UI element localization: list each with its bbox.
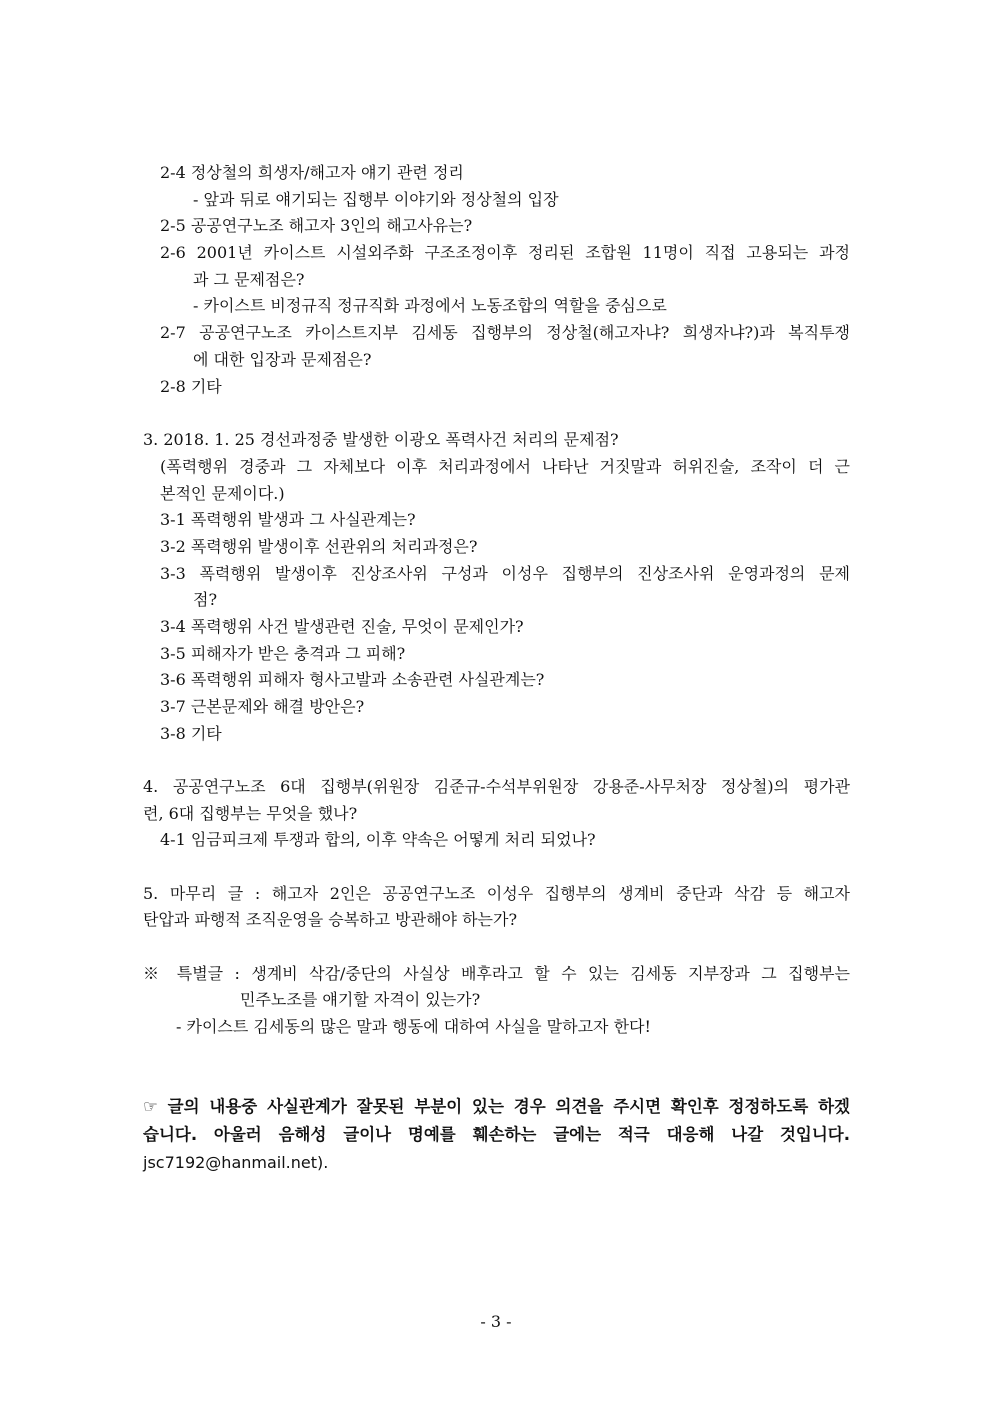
section-3-note-line2: 본적인 문제이다.) [160,484,285,503]
item-3-3-line1: 3-3 폭력행위 발생이후 진상조사위 구성과 이성우 집행부의 진상조사위 운영과정의 문제 [160,564,850,583]
notice-line2: 습니다. 아울러 음해성 글이나 명예를 훼손하는 글에는 적극 대응해 나갈 것입니다. [143,1125,850,1144]
item-3-1: 3-1 폭력행위 발생과 그 사실관계는? [160,510,416,529]
notice-email: jsc7192@hanmail.net). [143,1153,329,1172]
item-2-4: 2-4 정상철의 희생자/해고자 얘기 관련 정리 [160,163,464,182]
item-3-6: 3-6 폭력행위 피해자 형사고발과 소송관련 사실관계는? [160,670,545,689]
item-4-1: 4-1 임금피크제 투쟁과 합의, 이후 약속은 어떻게 처리 되었나? [160,830,596,849]
item-3-8: 3-8 기타 [160,724,222,743]
item-2-6-line1: 2-6 2001년 카이스트 시설외주화 구조조정이후 정리된 조합원 11명이 직접 고용되는 과정 [160,243,850,262]
item-3-3-line2: 점? [193,590,218,609]
item-2-6-line2: 과 그 문제점은? [193,270,305,289]
item-2-6-sub: - 카이스트 비정규직 정규직화 과정에서 노동조합의 역할을 중심으로 [193,296,667,315]
item-3-5: 3-5 피해자가 받은 충격과 그 피해? [160,644,406,663]
item-2-7-line1: 2-7 공공연구노조 카이스트지부 김세동 집행부의 정상철(해고자냐? 희생자냐?)과 복직투쟁 [160,323,850,342]
section-5-line1: 5. 마무리 글 : 해고자 2인은 공공연구노조 이성우 집행부의 생계비 중단과 삭감 등 해고자 [143,884,850,903]
item-3-2: 3-2 폭력행위 발생이후 선관위의 처리과정은? [160,537,478,556]
section-5-line2: 탄압과 파행적 조직운영을 승복하고 방관해야 하는가? [143,910,518,929]
section-3-heading: 3. 2018. 1. 25 경선과정중 발생한 이광오 폭력사건 처리의 문제점? [143,430,619,449]
section-4-heading-line2: 련, 6대 집행부는 무엇을 했나? [143,804,358,823]
item-3-7: 3-7 근본문제와 해결 방안은? [160,697,365,716]
notice-line1: ☞ 글의 내용중 사실관계가 잘못된 부분이 있는 경우 의견을 주시면 확인후 정정하도록 하겠 [143,1097,850,1116]
section-4-heading-line1: 4. 공공연구노조 6대 집행부(위원장 김준규-수석부위원장 강용준-사무처장 정상철)의 평가관 [143,777,850,796]
item-2-8: 2-8 기타 [160,377,222,396]
special-note-line3: - 카이스트 김세동의 많은 말과 행동에 대하여 사실을 말하고자 한다! [176,1017,651,1036]
section-3-note-line1: (폭력행위 경중과 그 자체보다 이후 처리과정에서 나타난 거짓말과 허위진술, 조작이 더 근 [160,457,850,476]
item-3-4: 3-4 폭력행위 사건 발생관련 진술, 무엇이 문제인가? [160,617,524,636]
special-note-line2: 민주노조를 얘기할 자격이 있는가? [240,990,481,1009]
item-2-5: 2-5 공공연구노조 해고자 3인의 해고사유는? [160,216,473,235]
page-number: - 3 - [480,1312,512,1331]
special-note-line1: ※ 특별글 : 생계비 삭감/중단의 사실상 배후라고 할 수 있는 김세동 지부장과 그 집행부는 [143,964,850,983]
item-2-7-line2: 에 대한 입장과 문제점은? [193,350,372,369]
item-2-4-sub: - 앞과 뒤로 얘기되는 집행부 이야기와 정상철의 입장 [193,190,559,209]
